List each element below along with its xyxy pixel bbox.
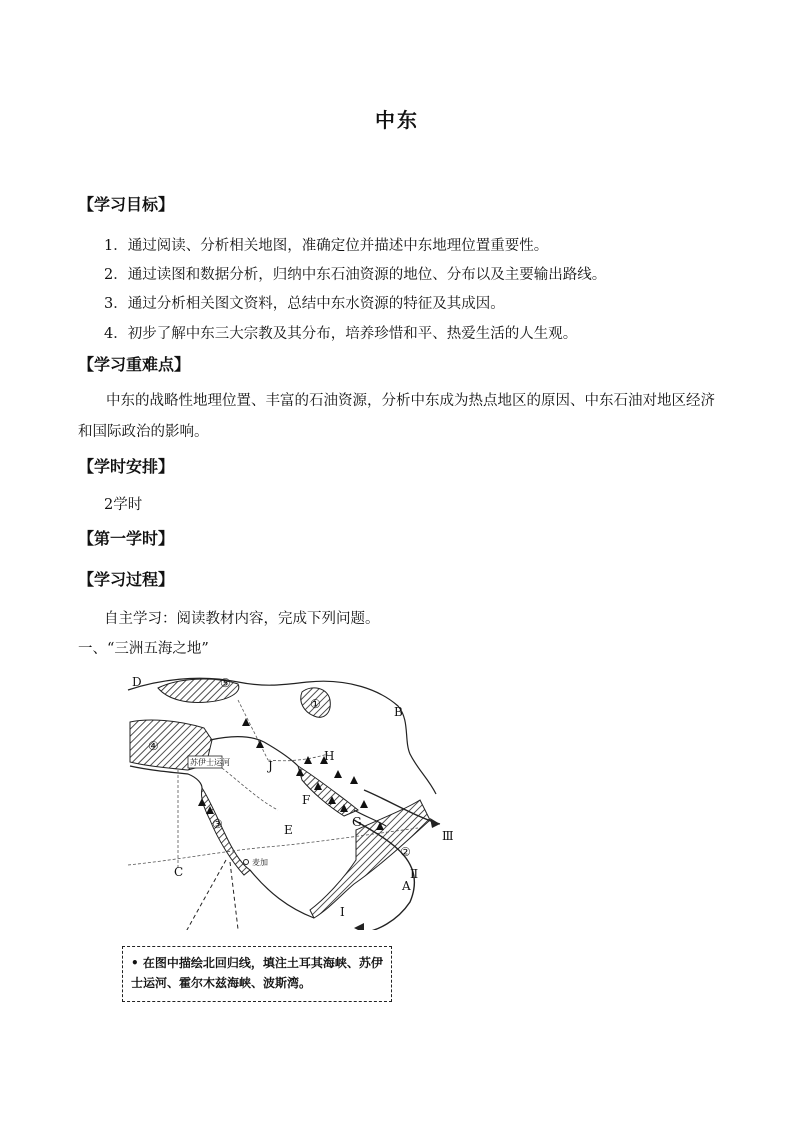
persian-gulf-shape bbox=[298, 766, 358, 816]
map-circle-4: ④ bbox=[148, 739, 159, 753]
map-label-j: J bbox=[268, 759, 273, 773]
schedule-text: 2学时 bbox=[104, 497, 143, 513]
map-instruction-callout: • 在图中描绘北回归线，填注土耳其海峡、苏伊士运河、霍尔木兹海峡、波斯湾。 bbox=[122, 946, 392, 1002]
keypoints-heading: 【学习重难点】 bbox=[78, 355, 191, 374]
keypoints-paragraph: 中东的战略性地理位置、丰富的石油资源，分析中东成为热点地区的原因、中东石油对地区经济和国际政治的影响。 bbox=[78, 393, 715, 440]
mecca-label: 麦加 bbox=[252, 858, 268, 867]
map-label-route-1: Ⅰ bbox=[340, 905, 345, 919]
schedule-heading: 【学时安排】 bbox=[78, 457, 175, 476]
map-circle-1: ① bbox=[310, 697, 321, 711]
goal-item-1: 1．通过阅读、分析相关地图，准确定位并描述中东地理位置重要性。 bbox=[104, 238, 549, 254]
page-title: 中东 bbox=[375, 108, 419, 132]
callout-connector bbox=[178, 860, 240, 930]
sea-3-shape bbox=[201, 788, 250, 875]
goal-item-2: 2．通过读图和数据分析，归纳中东石油资源的地位、分布以及主要输出路线。 bbox=[104, 267, 607, 283]
goal-item-3: 3．通过分析相关图文资料，总结中东水资源的特征及其成因。 bbox=[104, 296, 505, 312]
map-circle-3: ③ bbox=[212, 817, 223, 831]
map-label-h: H bbox=[324, 749, 335, 763]
self-study-text: 自主学习：阅读教材内容，完成下列问题。 bbox=[104, 611, 380, 627]
map-circle-2: ② bbox=[400, 845, 411, 859]
map-label-route-2: Ⅱ bbox=[410, 867, 419, 881]
map-label-c: C bbox=[174, 865, 184, 879]
map-label-a: A bbox=[402, 879, 411, 893]
map-label-f: F bbox=[302, 793, 311, 807]
map-label-e: E bbox=[284, 823, 293, 837]
map-circle-5: ⑤ bbox=[220, 676, 231, 690]
process-heading: 【学习过程】 bbox=[78, 570, 175, 589]
canal-label: 苏伊士运河 bbox=[190, 758, 230, 767]
coastline bbox=[128, 678, 436, 918]
goal-item-4: 4．初步了解中东三大宗教及其分布，培养珍惜和平、热爱生活的人生观。 bbox=[104, 326, 578, 342]
first-period-heading: 【第一学时】 bbox=[78, 529, 175, 548]
goals-heading: 【学习目标】 bbox=[78, 195, 175, 214]
map-label-g: G bbox=[352, 815, 362, 829]
oil-field-markers bbox=[198, 718, 384, 830]
middle-east-map bbox=[118, 670, 478, 930]
map-label-b: B bbox=[394, 705, 403, 719]
part-one-heading: 一、“三洲五海之地” bbox=[78, 641, 209, 657]
map-label-d: D bbox=[132, 675, 142, 689]
map-label-route-3: Ⅲ bbox=[442, 829, 454, 843]
